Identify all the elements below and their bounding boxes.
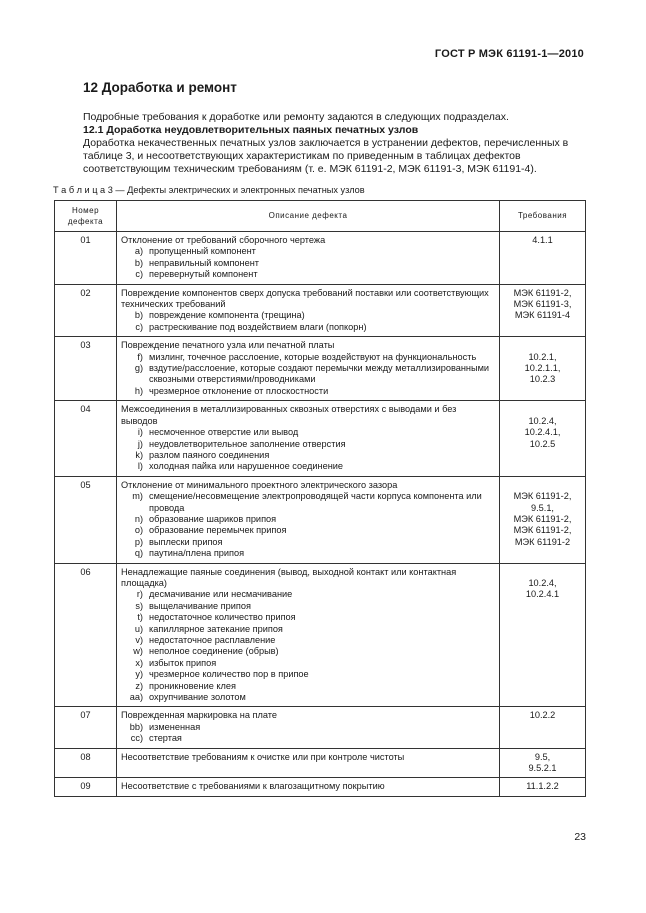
defect-description (117, 778, 500, 796)
subitem-text: выплески припоя (149, 536, 223, 547)
subitem-text: проникновение клея (149, 680, 236, 691)
subitem-letter: j) (137, 438, 143, 449)
defect-subitem (121, 310, 495, 321)
section-title: 12 Доработка и ремонт (83, 80, 237, 95)
subitem-letter: u) (134, 623, 143, 634)
defect-requirements: 11.1.2.2 (500, 778, 586, 796)
defect-title: Повреждение компонентов сверх допуска требований поставки или соответствующих технических требований (121, 287, 489, 310)
subitem-letter: t) (137, 612, 143, 623)
defect-subitem (121, 681, 495, 692)
table-row (55, 284, 586, 337)
subitem-text: образование перемычек припоя (149, 525, 287, 536)
subitem-text: пропущенный компонент (149, 246, 256, 257)
defect-number: 09 (55, 778, 117, 796)
defect-subitem (121, 363, 495, 386)
subitem-text: смещение/несовмещение электропроводящей части корпуса компонента или провода (149, 491, 482, 513)
subitem-letter: o) (134, 525, 143, 536)
defect-number: 02 (55, 284, 117, 337)
subitem-text: капиллярное затекание припоя (149, 623, 283, 634)
defect-number: 03 (55, 337, 117, 401)
body-paragraph: Доработка некачественных печатных узлов заключается в устранении дефектов, перечисленных в таблице 3, и несоответствующих характеристикам по приведенным в таблицах дефектов соответствующим техническим требованиям (т. е. МЭК 61191-2, МЭК 61191-3, МЭК 61191-4). (83, 137, 569, 175)
subitem-letter: v) (135, 635, 143, 645)
subitem-text: недостаточное количество припоя (149, 612, 296, 623)
defect-description (117, 476, 500, 563)
col-header-description: Описание дефекта (117, 201, 500, 232)
subitem-letter: s) (135, 600, 143, 611)
subitem-text: паутина/плена припоя (149, 548, 245, 559)
subitem-letter: bb) (129, 721, 143, 732)
defect-subitem (121, 514, 495, 525)
table-row (55, 707, 586, 748)
subitem-letter: p) (134, 536, 143, 547)
defects-table (54, 200, 586, 797)
defect-requirements: МЭК 61191-2, МЭК 61191-3, МЭК 61191-4 (500, 284, 586, 337)
defect-subitem (121, 258, 495, 269)
defect-subitem (121, 658, 495, 669)
defect-subitem (121, 601, 495, 612)
defect-subitem (121, 612, 495, 623)
defect-subitem (121, 537, 495, 548)
defect-subitem (121, 624, 495, 635)
defect-title: Поврежденная маркировка на плате (121, 710, 277, 721)
subitem-text: стертая (149, 733, 182, 744)
defect-subitem (121, 427, 495, 438)
subitem-text: несмоченное отверстие или вывод (149, 427, 299, 438)
defect-title: Отклонение от минимального проектного электрического зазора (121, 479, 398, 490)
defect-requirements: 10.2.1, 10.2.1.1, 10.2.3 (500, 337, 586, 401)
defect-number: 04 (55, 401, 117, 476)
subitem-letter: k) (135, 449, 143, 460)
subitem-text: неудовлетворительное заполнение отверстия (149, 438, 346, 449)
defect-description (117, 284, 500, 337)
standard-header: ГОСТ Р МЭК 61191-1—2010 (434, 48, 584, 60)
subitem-letter: r) (136, 589, 143, 600)
subitem-text: растрескивание под воздействием влаги (попкорн) (149, 321, 367, 332)
defect-description (117, 748, 500, 778)
defect-subitem (121, 461, 495, 472)
table-row (55, 337, 586, 401)
defect-title: Несоответствие требованиям к очистке или при контроле чистоты (121, 751, 405, 762)
defect-description (117, 707, 500, 748)
defect-requirements: МЭК 61191-2, 9.5.1, МЭК 61191-2, МЭК 61191-2, МЭК 61191-2 (500, 476, 586, 563)
defect-requirements: 9.5, 9.5.2.1 (500, 748, 586, 778)
defect-subitem (121, 269, 495, 280)
subitem-text: охрупчивание золотом (149, 692, 246, 703)
defect-subitem (121, 491, 495, 514)
table-row (55, 401, 586, 476)
defect-number: 01 (55, 232, 117, 285)
subitem-text: холодная пайка или нарушенное соединение (149, 461, 344, 472)
defect-subitem (121, 722, 495, 733)
defect-subitem (121, 352, 495, 363)
subitem-text: разлом паяного соединения (149, 449, 270, 460)
page-number: 23 (574, 831, 586, 843)
subitem-letter: m) (132, 491, 143, 502)
defect-number: 06 (55, 563, 117, 707)
subitem-text: десмачивание или несмачивание (149, 589, 293, 600)
defect-subitem (121, 548, 495, 559)
defect-requirements: 10.2.4, 10.2.4.1, 10.2.5 (500, 401, 586, 476)
defect-description (117, 563, 500, 707)
defect-number: 07 (55, 707, 117, 748)
defect-subitem (121, 692, 495, 703)
defect-title: Несоответствие с требованиями к влагозащитному покрытию (121, 781, 385, 792)
subitem-letter: b) (134, 310, 143, 321)
table-row (55, 563, 586, 707)
defect-subitem (121, 646, 495, 657)
defect-number: 05 (55, 476, 117, 563)
subitem-letter: f) (137, 351, 143, 362)
table-row (55, 476, 586, 563)
subitem-text: избыток припоя (149, 657, 217, 668)
defect-subitem (121, 322, 495, 333)
defect-subitem (121, 386, 495, 397)
defect-description (117, 232, 500, 285)
defect-requirements: 10.2.2 (500, 707, 586, 748)
subitem-text: измененная (149, 721, 201, 732)
table-header-row (55, 201, 586, 232)
subitem-letter: a) (134, 246, 143, 257)
defect-subitem (121, 450, 495, 461)
defect-subitem (121, 439, 495, 450)
subitem-text: неполное соединение (обрыв) (149, 646, 279, 657)
subitem-letter: c) (135, 269, 143, 280)
subitem-text: выщелачивание припоя (149, 600, 251, 611)
subitem-letter: q) (134, 548, 143, 559)
subitem-text: образование шариков припоя (149, 513, 277, 524)
subitem-text: вздутие/расслоение, которые создают перемычки между металлизированными сквозными отверстиями/проводниками (149, 363, 490, 385)
defect-description (117, 401, 500, 476)
defect-title: Повреждение печатного узла или печатной платы (121, 340, 335, 351)
subitem-letter: b) (134, 257, 143, 268)
intro-text: Подробные требования к доработке или ремонту задаются в следующих подразделах. (83, 111, 509, 123)
defect-title: Ненадлежащие паяные соединения (вывод, выходной контакт или контактная площадка) (121, 566, 457, 588)
subitem-text: мизлинг, точечное расслоение, которые воздействуют на функциональность (149, 351, 477, 362)
subitem-letter: cc) (130, 733, 143, 744)
subitem-letter: aa) (129, 692, 143, 703)
subitem-letter: c) (135, 321, 143, 332)
defect-subitem (121, 669, 495, 680)
col-header-number: Номер дефекта (55, 201, 117, 232)
subitem-letter: y) (135, 669, 143, 680)
subitem-letter: x) (135, 657, 143, 668)
subitem-letter: z) (135, 680, 143, 691)
subitem-text: неправильный компонент (149, 257, 259, 268)
defect-description (117, 337, 500, 401)
subsection-title: 12.1 Доработка неудовлетворительных паяных печатных узлов (83, 124, 419, 136)
defect-requirements: 4.1.1 (500, 232, 586, 285)
col-header-requirements: Требования (500, 201, 586, 232)
defect-subitem (121, 589, 495, 600)
subitem-letter: i) (137, 427, 143, 438)
defect-subitem (121, 733, 495, 744)
table-row (55, 232, 586, 285)
table-row (55, 748, 586, 778)
defect-title: Отклонение от требований сборочного чертежа (121, 235, 326, 245)
subitem-text: перевернутый компонент (149, 269, 258, 280)
subitem-letter: l) (137, 461, 143, 472)
table-caption: Т а б л и ц а 3 — Дефекты электрических и электронных печатных узлов (53, 185, 365, 195)
defect-subitem (121, 246, 495, 257)
defect-subitem (121, 635, 495, 646)
subitem-text: чрезмерное отклонение от плоскостности (149, 385, 329, 396)
subitem-text: повреждение компонента (трещина) (149, 310, 305, 321)
subitem-letter: n) (134, 513, 143, 524)
table-row (55, 778, 586, 796)
subitem-letter: h) (134, 385, 143, 396)
defect-requirements: 10.2.4, 10.2.4.1 (500, 563, 586, 707)
defect-number: 08 (55, 748, 117, 778)
subitem-letter: g) (134, 363, 143, 374)
subitem-letter: w) (133, 646, 143, 657)
subitem-text: чрезмерное количество пор в припое (149, 669, 309, 680)
defect-subitem (121, 525, 495, 536)
subitem-text: недостаточное расплавление (149, 635, 276, 645)
defect-title: Межсоединения в металлизированных сквозных отверстиях с выводами и без выводов (121, 404, 457, 426)
